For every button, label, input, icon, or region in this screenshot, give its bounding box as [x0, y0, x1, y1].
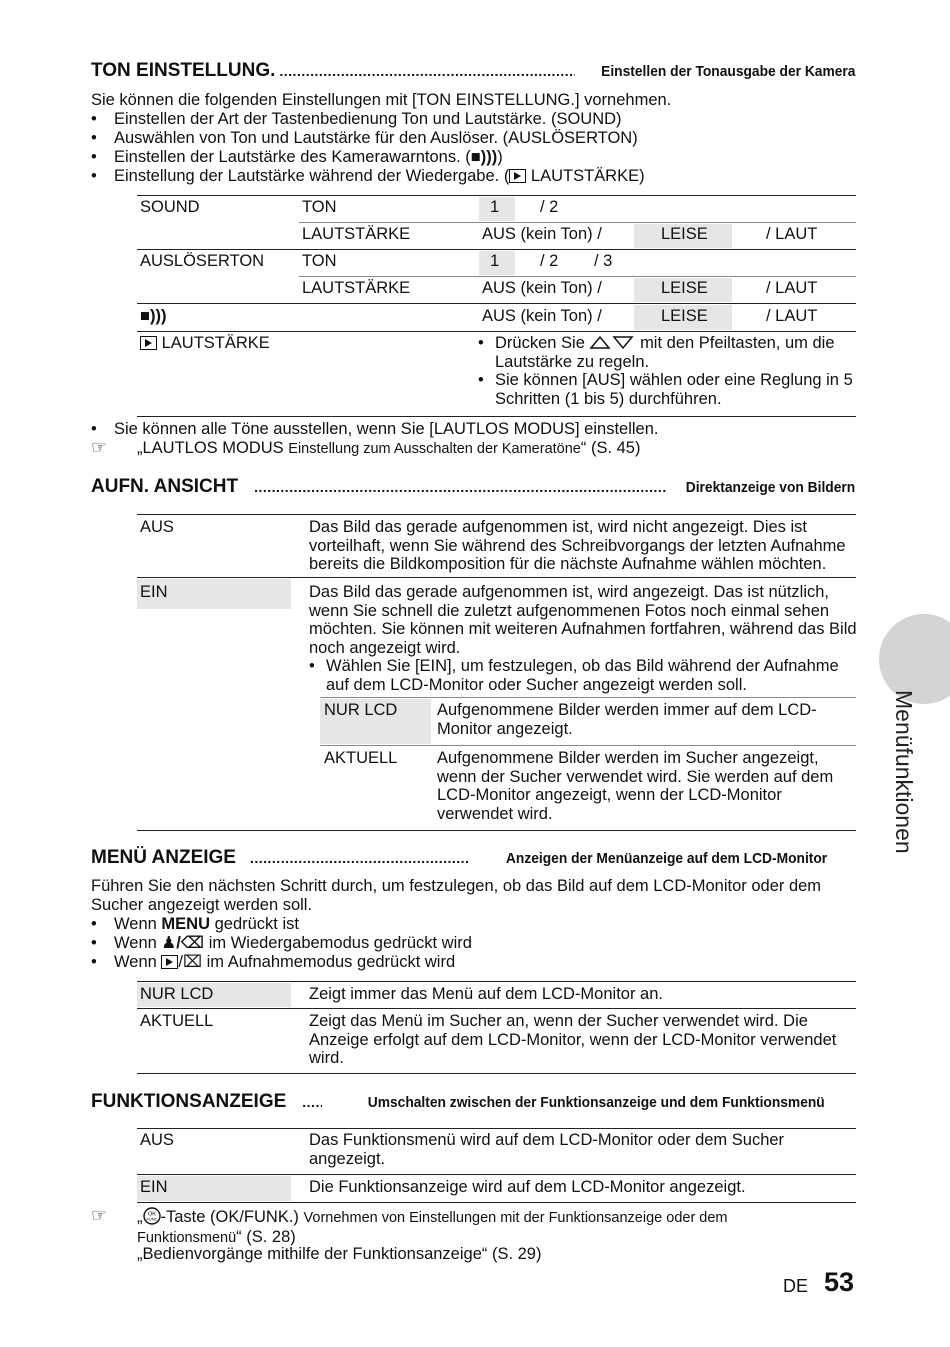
- suboption-aktuell: AKTUELL: [324, 749, 398, 767]
- col-ton: TON: [302, 198, 337, 216]
- option-aus-description: Das Funktionsmenü wird auf dem LCD-Monitor oder dem Sucher angezeigt.: [309, 1131, 785, 1168]
- option-leise: LEISE: [661, 279, 708, 297]
- item-text: gedrückt ist: [214, 915, 299, 933]
- option-2: / 2: [540, 198, 559, 216]
- section-heading-ton: [91, 60, 855, 82]
- section-title: TON EINSTELLUNG.: [91, 60, 276, 81]
- suboption-aktuell-description: Aufgenommene Bilder werden im Sucher angezeigt, wenn der Sucher verwendet wird. Sie werden auf dem LCD-Monitor angezeigt, wenn der LCD-Monitor verwendet wird.: [437, 749, 834, 823]
- leader-dots: [279, 63, 574, 79]
- option-leise: LEISE: [661, 225, 708, 243]
- col-ton: TON: [302, 252, 337, 270]
- print-delete-icon: ♟/⌫: [161, 934, 205, 952]
- description-text: Das Bild das gerade aufgenommen ist, wird angezeigt. Das ist nützlich, wenn Sie schnell die zuletzt aufgenommenen Fotos noch einmal sehen möchten. Sie können mit weiteren Aufnahmen fortfahren, während das Bild noch angezeigt wird.: [309, 583, 857, 657]
- language-code: DE: [783, 1276, 809, 1296]
- item-text: LAUTSTÄRKE): [530, 167, 645, 185]
- menu-bullet-list: [91, 915, 861, 972]
- section-heading-menu: [91, 847, 855, 869]
- ref-text: -Taste (OK/FUNK.): [160, 1208, 299, 1226]
- playback-icon: [509, 169, 526, 183]
- row-label-sound: SOUND: [140, 198, 200, 216]
- option-laut: / LAUT: [766, 307, 818, 325]
- item-text: Einstellung der Lautstärke während der Wiedergabe. (: [114, 167, 510, 185]
- option-laut: / LAUT: [766, 279, 818, 297]
- list-item: • Sie können alle Töne ausstellen, wenn Sie [LAUTLOS MODUS] einstellen.: [91, 420, 861, 439]
- ref-text: “ (S. 28): [236, 1227, 296, 1246]
- ton-intro: Sie können die folgenden Einstellungen mit [TON EINSTELLUNG.] vornehmen.: [91, 91, 672, 109]
- section-description: Direktanzeige von Bildern: [685, 479, 855, 496]
- page-number: 53: [824, 1267, 855, 1297]
- option-1: 1: [490, 252, 500, 270]
- chapter-label: [877, 690, 917, 860]
- up-down-arrows-icon: [589, 335, 635, 350]
- section-description: Einstellen der Tonausgabe der Kamera: [600, 63, 855, 80]
- svg-text:FUNC: FUNC: [145, 1216, 158, 1222]
- list-item: • Wählen Sie [EIN], um festzulegen, ob das Bild während der Aufnahme auf dem LCD-Monitor oder Sucher angezeigt werden soll.: [309, 657, 859, 694]
- list-item: • Wenn /⌧ im Aufnahmemodus gedrückt wird: [91, 953, 861, 972]
- option-ein-description: [309, 583, 859, 694]
- menu-intro: Führen Sie den nächsten Schritt durch, um festzulegen, ob das Bild auf dem LCD-Monitor oder dem Sucher angezeigt werden soll.: [91, 877, 822, 914]
- option-ein-description: Die Funktionsanzeige wird auf dem LCD-Monitor angezeigt.: [309, 1178, 746, 1196]
- item-text: Wenn: [114, 915, 157, 933]
- ref-bedienvorgaenge: „Bedienvorgänge mithilfe der Funktionsanzeige“ (S. 29): [137, 1245, 542, 1263]
- reference-icon: ☞: [91, 1205, 108, 1225]
- leader-dots: [250, 850, 468, 866]
- ton-after-bullets: [91, 420, 861, 439]
- option-ein: EIN: [140, 1178, 168, 1196]
- suboption-nur-lcd-description: Aufgenommene Bilder werden immer auf dem LCD-Monitor angezeigt.: [437, 701, 817, 738]
- section-title: AUFN. ANSICHT: [91, 476, 239, 497]
- ref-funk-taste: [137, 1207, 817, 1247]
- ton-bullet-list: [91, 110, 861, 186]
- section-title: FUNKTIONSANZEIGE: [91, 1091, 287, 1112]
- option-nur-lcd: NUR LCD: [140, 985, 214, 1003]
- list-item: [91, 148, 861, 167]
- option-aus: AUS (kein Ton) /: [482, 307, 602, 325]
- item-text: Wenn: [114, 953, 157, 971]
- leader-dots: [302, 1094, 322, 1110]
- list-item: [91, 934, 861, 953]
- col-lautstaerke: LAUTSTÄRKE: [302, 225, 411, 243]
- item-text: Wenn: [114, 934, 157, 952]
- svg-text:OK: OK: [147, 1211, 156, 1218]
- col-lautstaerke: LAUTSTÄRKE: [302, 279, 411, 297]
- ok-func-button-icon: [143, 1207, 161, 1225]
- ref-text: „: [137, 1208, 143, 1226]
- warning-sound-icon: ■))): [470, 148, 498, 166]
- leader-dots: [254, 479, 667, 495]
- option-2: / 2: [540, 252, 559, 270]
- section-heading-aufn: [91, 476, 855, 498]
- option-aktuell-description: Zeigt das Menü im Sucher an, wenn der Sucher verwendet wird. Die Anzeige erfolgt auf dem LCD-Monitor, wenn der LCD-Monitor verwendet wird.: [309, 1012, 837, 1067]
- lautstaerke-notes: [478, 334, 856, 408]
- option-ein: EIN: [140, 583, 168, 601]
- list-item: • Sie können [AUS] wählen oder eine Reglung in 5 Schritten (1 bis 5) durchführen.: [478, 371, 856, 408]
- item-text: Einstellen der Lautstärke des Kamerawarntons. (: [114, 148, 471, 166]
- trash-icon: ⌧: [183, 953, 203, 971]
- option-aktuell: AKTUELL: [140, 1012, 214, 1030]
- option-aus: AUS: [140, 518, 174, 536]
- playback-icon: [140, 336, 157, 350]
- note-text: Drücken Sie: [495, 334, 585, 352]
- note-text: mit den Pfeiltasten, um die Lautstärke zu regeln.: [495, 334, 835, 371]
- list-item: [91, 915, 861, 934]
- ref-text: Vornehmen von Einstellungen mit der Funktionsanzeige oder dem Funktionsmenü: [137, 1210, 728, 1246]
- item-text: ): [497, 148, 503, 166]
- suboption-nur-lcd: NUR LCD: [324, 701, 398, 719]
- item-text: im Aufnahmemodus gedrückt wird: [206, 953, 456, 971]
- row-label: LAUTSTÄRKE: [161, 334, 270, 352]
- section-heading-funk: [91, 1091, 855, 1113]
- option-aus: AUS (kein Ton) /: [482, 225, 602, 243]
- option-nur-lcd-description: Zeigt immer das Menü auf dem LCD-Monitor an.: [309, 985, 663, 1003]
- menu-button-icon: MENU: [161, 915, 210, 933]
- option-leise: LEISE: [661, 307, 708, 325]
- row-label-play-lautstaerke: [140, 334, 270, 353]
- ref-text: “ (S. 45): [580, 439, 641, 457]
- section-description: Anzeigen der Menüanzeige auf dem LCD-Monitor: [505, 850, 828, 867]
- option-aus: AUS (kein Ton) /: [482, 279, 602, 297]
- chapter-label-text: Menüfunktionen: [891, 690, 917, 854]
- reference-icon: ☞: [91, 437, 108, 457]
- playback-icon: [161, 955, 178, 969]
- option-aus: AUS: [140, 1131, 174, 1149]
- option-laut: / LAUT: [766, 225, 818, 243]
- option-aus-description: Das Bild das gerade aufgenommen ist, wird nicht angezeigt. Dies ist vorteilhaft, wenn Sie während des Schreibvorgangs der letzten Aufnahme bereits die Bildkomposition für die nächste Aufnahme wählen möchten.: [309, 518, 846, 573]
- item-text: im Wiedergabemodus gedrückt wird: [208, 934, 472, 952]
- option-3: / 3: [594, 252, 613, 270]
- warning-sound-icon: ■))): [140, 307, 167, 325]
- list-item: • Einstellen der Art der Tastenbedienung Ton und Lautstärke. (SOUND): [91, 110, 861, 129]
- list-item: [91, 167, 861, 186]
- section-title: MENÜ ANZEIGE: [91, 847, 236, 868]
- ref-text: Einstellung zum Ausschalten der Kameratöne: [288, 441, 581, 457]
- option-1: 1: [490, 198, 500, 216]
- ref-text: „LAUTLOS MODUS: [137, 439, 284, 457]
- ref-lautlos: [137, 439, 640, 458]
- row-label-ausloeserton: AUSLÖSERTON: [140, 252, 265, 270]
- section-description: Umschalten zwischen der Funktionsanzeige und dem Funktionsmenü: [368, 1094, 826, 1111]
- list-item: [478, 334, 856, 371]
- list-item: • Auswählen von Ton und Lautstärke für den Auslöser. (AUSLÖSERTON): [91, 129, 861, 148]
